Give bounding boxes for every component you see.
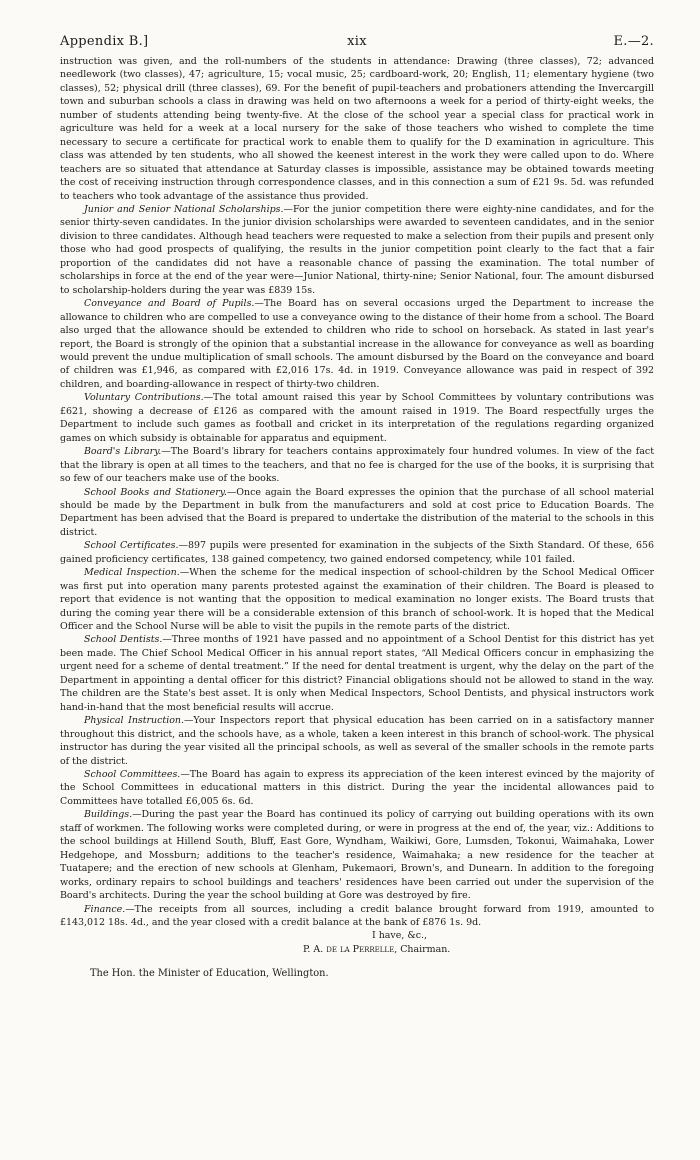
- paragraph-buildings: Buildings.—During the past year the Board has continued its policy of carrying out building operations with its own staff of workmen. The following works were completed during, or were in progress at the end of, the year, viz.: Additions to the school buildings at Hillend South, Bluff, East Gore, Wyndham, Waikiwi, Gore, Lumsden, Tokonui, Waimahaka, Lower Hedgehope, and Mossburn; additions to the teacher's residence, Waimahaka; a new residence for the teacher at Tuatapere; and the erection of new schools at Glenham, Pukemaori, Brown's, and Dunearn. In addition to the foregoing works, ordinary repairs to school buildings and teachers' residences have been carried out under the supervision of the Board's architects. During the year the school building at Gore was destroyed by fire.: [60, 809, 654, 902]
- section-heading: Conveyance and Board of Pupils.: [84, 298, 255, 310]
- paragraph-library: Board's Library.—The Board's library for teachers contains approximately four hundred volumes. In view of the fact that the library is open at all times to the teachers, and that no fee is charged for the use of the books, it is surprising that so few of our teachers make use of the books.: [60, 446, 654, 485]
- section-heading: School Certificates.: [84, 540, 179, 552]
- section-heading: Medical Inspection.: [84, 567, 180, 579]
- report-body: [60, 55, 654, 929]
- addressee: The Hon. the Minister of Education, Wellington.: [90, 968, 329, 980]
- section-heading: Physical Instruction.: [84, 715, 184, 727]
- section-heading: Board's Library.: [84, 446, 162, 458]
- section-heading: Finance.: [84, 903, 126, 915]
- paragraph-instruction-classes: instruction was given, and the roll-numbers of the students in attendance: Drawing (three classes), 72; advanced needlework (two classes), 47; agriculture, 15; vocal music, 25; cardboard-work, 20; English, 11; elementary hygiene (two classes), 52; physical drill (three classes), 69. For the benefit of pupil-teachers and probationers attending the Invercargill town and suburban schools a class in drawing was held on two afternoons a week for a period of thirty-eight weeks, the number of students attending being twenty-five. At the close of the school year a special class for practical work in agriculture was held for a week at a local nursery for the sake of those teachers who wished to complete the time necessary to secure a certificate for practical work to enable them to qualify for the D examination in agriculture. This class was attended by ten students, who all showed the keenest interest in the work they were called upon to do. Where teachers are so situated that attendance at Saturday classes is impossible, assistance may be obtained towards meeting the cost of receiving instruction through correspondence classes, and in this connection a sum of £21 9s. 5d. was refunded to teachers who took advantage of the assistance thus provided.: [60, 56, 654, 202]
- paragraph-medical-inspection: Medical Inspection.—When the scheme for the medical inspection of school-children by the School Medical Officer was first put into operation many parents protested against the examination of their children. The Board is pleased to report that evidence is not wanting that the opposition to medical examination no longer exists. The Board trusts that during the coming year there will be a considerable extension of this branch of school-work. It is hoped that the Medical Officer and the School Nurse will be able to visit the pupils in the remote parts of the district.: [60, 567, 654, 633]
- paragraph-scholarships: Junior and Senior National Scholarships.—For the junior competition there were eighty-nine candidates, and for the senior thirty-seven candidates. In the junior division scholarships were awarded to seventeen candidates, and in the senior division to three candidates. Although head teachers were requested to make a selection from their pupils and present only those who had good prospects of qualifying, the results in the junior competition point clearly to the fact that a fair proportion of the candidates did not have a reasonable chance of passing the examination. The total number of scholarships in force at the end of the year were—Junior National, thirty-nine; Senior National, four. The amount disbursed to scholarship-holders during the year was £839 15s.: [60, 203, 654, 296]
- closing-salutation: I have, &c.,: [372, 930, 428, 942]
- paragraph-school-committees: School Committees.—The Board has again to express its appreciation of the keen interest evinced by the majority of the School Committees in educational matters in this district. During the year the incidental allowances paid to Committees have totalled £6,005 6s. 6d.: [60, 769, 654, 807]
- signature-line: [303, 943, 450, 956]
- signatory-name: P. A. de la Perrelle: [303, 944, 395, 956]
- appendix-label: Appendix B.]: [60, 34, 149, 49]
- paragraph-certificates: School Certificates.—897 pupils were presented for examination in the subjects of the Sixth Standard. Of these, 656 gained proficiency certificates, 138 gained competency, two gained endorsed competency, while 101 failed.: [60, 540, 654, 565]
- paragraph-conveyance: Conveyance and Board of Pupils.—The Board has on several occasions urged the Department to increase the allowance to children who are compelled to use a conveyance owing to the distance of their home from a school. The Board also urged that the allowance should be extended to children who ride to school on horseback. As stated in last year's report, the Board is strongly of the opinion that a substantial increase in the allowance for conveyance as well as boarding would prevent the undue multiplication of small schools. The amount disbursed by the Board on the conveyance and board of children was £1,946, as compared with £2,016 17s. 4d. in 1919. Conveyance allowance was paid in respect of 392 children, and boarding-allowance in respect of thirty-two children.: [60, 298, 654, 390]
- section-heading: School Books and Stationery.: [84, 486, 227, 498]
- section-heading: Junior and Senior National Scholarships.: [84, 203, 284, 215]
- signatory-title: , Chairman.: [394, 944, 451, 956]
- page-header: [60, 34, 654, 49]
- paragraph-physical-instruction: Physical Instruction.—Your Inspectors report that physical education has been carried on in a satisfactory manner throughout this district, and the schools have, as a whole, taken a keen interest in this branch of school-work. The physical instructor has during the year visited all the principal schools, as well as several of the smaller schools in the remote parts of the district.: [60, 715, 654, 767]
- paper-reference: E.—2.: [613, 34, 654, 49]
- page-number: xix: [347, 34, 367, 49]
- paragraph-finance: Finance.—The receipts from all sources, including a credit balance brought forward from 1919, amounted to £143,012 18s. 4d., and the year closed with a credit balance at the bank of £876 1s. 9d.: [60, 903, 654, 928]
- paragraph-voluntary-contributions: Voluntary Contributions.—The total amount raised this year by School Committees by voluntary contributions was £621, showing a decrease of £126 as compared with the amount raised in 1919. The Board respectfully urges the Department to include such games as football and cricket in its interpretation of the regulations regarding organized games on which subsidy is obtainable for apparatus and equipment.: [60, 392, 654, 444]
- section-heading: School Committees.: [84, 769, 181, 781]
- paragraph-books-stationery: School Books and Stationery.—Once again the Board expresses the opinion that the purchase of all school material should be made by the Department in bulk from the manufacturers and sold at cost price to Education Boards. The Department has been advised that the Board is prepared to undertake the distribution of the material to the schools in this district.: [60, 486, 654, 538]
- section-heading: Voluntary Contributions.: [84, 392, 204, 404]
- signoff: [60, 929, 654, 959]
- section-heading: School Dentists.: [84, 634, 163, 646]
- paragraph-dentists: School Dentists.—Three months of 1921 have passed and no appointment of a School Dentist for this district has yet been made. The Chief School Medical Officer in his annual report states, “All Medical Officers concur in emphasizing the urgent need for a scheme of dental treatment.” If the need for dental treatment is urgent, why the delay on the part of the Department in appointing a dental officer for this district? Financial obligations should not be allowed to stand in the way. The children are the State's best asset. It is only when Medical Inspectors, School Dentists, and physical instructors work hand-in-hand that the most beneficial results will accrue.: [60, 634, 654, 713]
- section-heading: Buildings.: [84, 809, 133, 821]
